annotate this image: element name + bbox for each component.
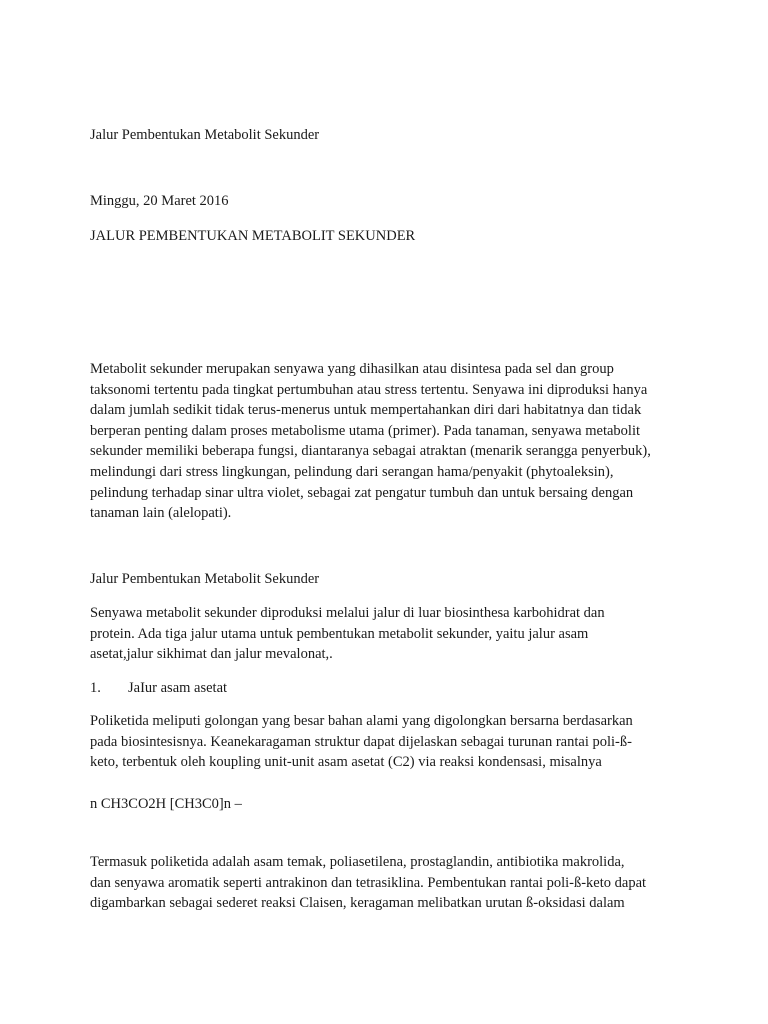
- document-heading: JALUR PEMBENTUKAN METABOLIT SEKUNDER: [90, 228, 416, 244]
- list-item-number: 1.: [90, 680, 101, 696]
- paragraph-intro: Metabolit sekunder merupakan senyawa yang dihasilkan atau disintesa pada sel dan group taksonomi tertentu pada tingkat pertumbuhan atau stress tertentu. Senyawa ini diproduksi hanya dalam jumlah sedikit tidak terus-menerus untuk mempertahankan diri dari habitatnya dan tidak berperan penting dalam proses metabolisme utama (primer). Pada tanaman, senyawa metabolit sekunder memiliki beberapa fungsi, diantaranya sebagai atraktan (menarik serangga penyerbuk), melindungi dari stress lingkungan, pelindung dari serangan hama/penyakit (phytoaleksin), pelindung terhadap sinar ultra violet, sebagai zat pengatur tumbuh dan untuk bersaing dengan tanaman lain (alelopati).: [90, 361, 651, 522]
- formula-line: n CH3CO2H [CH3C0]n –: [90, 796, 242, 812]
- paragraph-polyketide: Poliketida meliputi golongan yang besar bahan alami yang digolongkan bersarna berdasarkan pada biosintesisnya. Keanekaragaman struktur dapat dijelaskan sebagai turunan rantai poli-ß- keto, terbentuk oleh koupling unit-unit asam asetat (C2) via reaksi kondensasi, misalnya: [90, 713, 633, 771]
- paragraph-pathways: Senyawa metabolit sekunder diproduksi melalui jalur di luar biosinthesa karbohidrat dan protein. Ada tiga jalur utama untuk pembentukan metabolit sekunder, yaitu jalur asam asetat,jalur sikhimat dan jalur mevalonat,.: [90, 605, 605, 663]
- paragraph-polyketide-examples: Termasuk poliketida adalah asam temak, poliasetilena, prostaglandin, antibiotika makrolida, dan senyawa aromatik seperti antrakinon dan tetrasiklina. Pembentukan rantai poli-ß-keto dapat digambarkan sebagai sederet reaksi Claisen, keragaman melibatkan urutan ß-oksidasi dalam: [90, 854, 647, 912]
- document-date: Minggu, 20 Maret 2016: [90, 193, 229, 209]
- document-title: Jalur Pembentukan Metabolit Sekunder: [90, 127, 320, 143]
- list-item-label: JaIur asam asetat: [128, 680, 228, 696]
- section-subheading: Jalur Pembentukan Metabolit Sekunder: [90, 571, 320, 587]
